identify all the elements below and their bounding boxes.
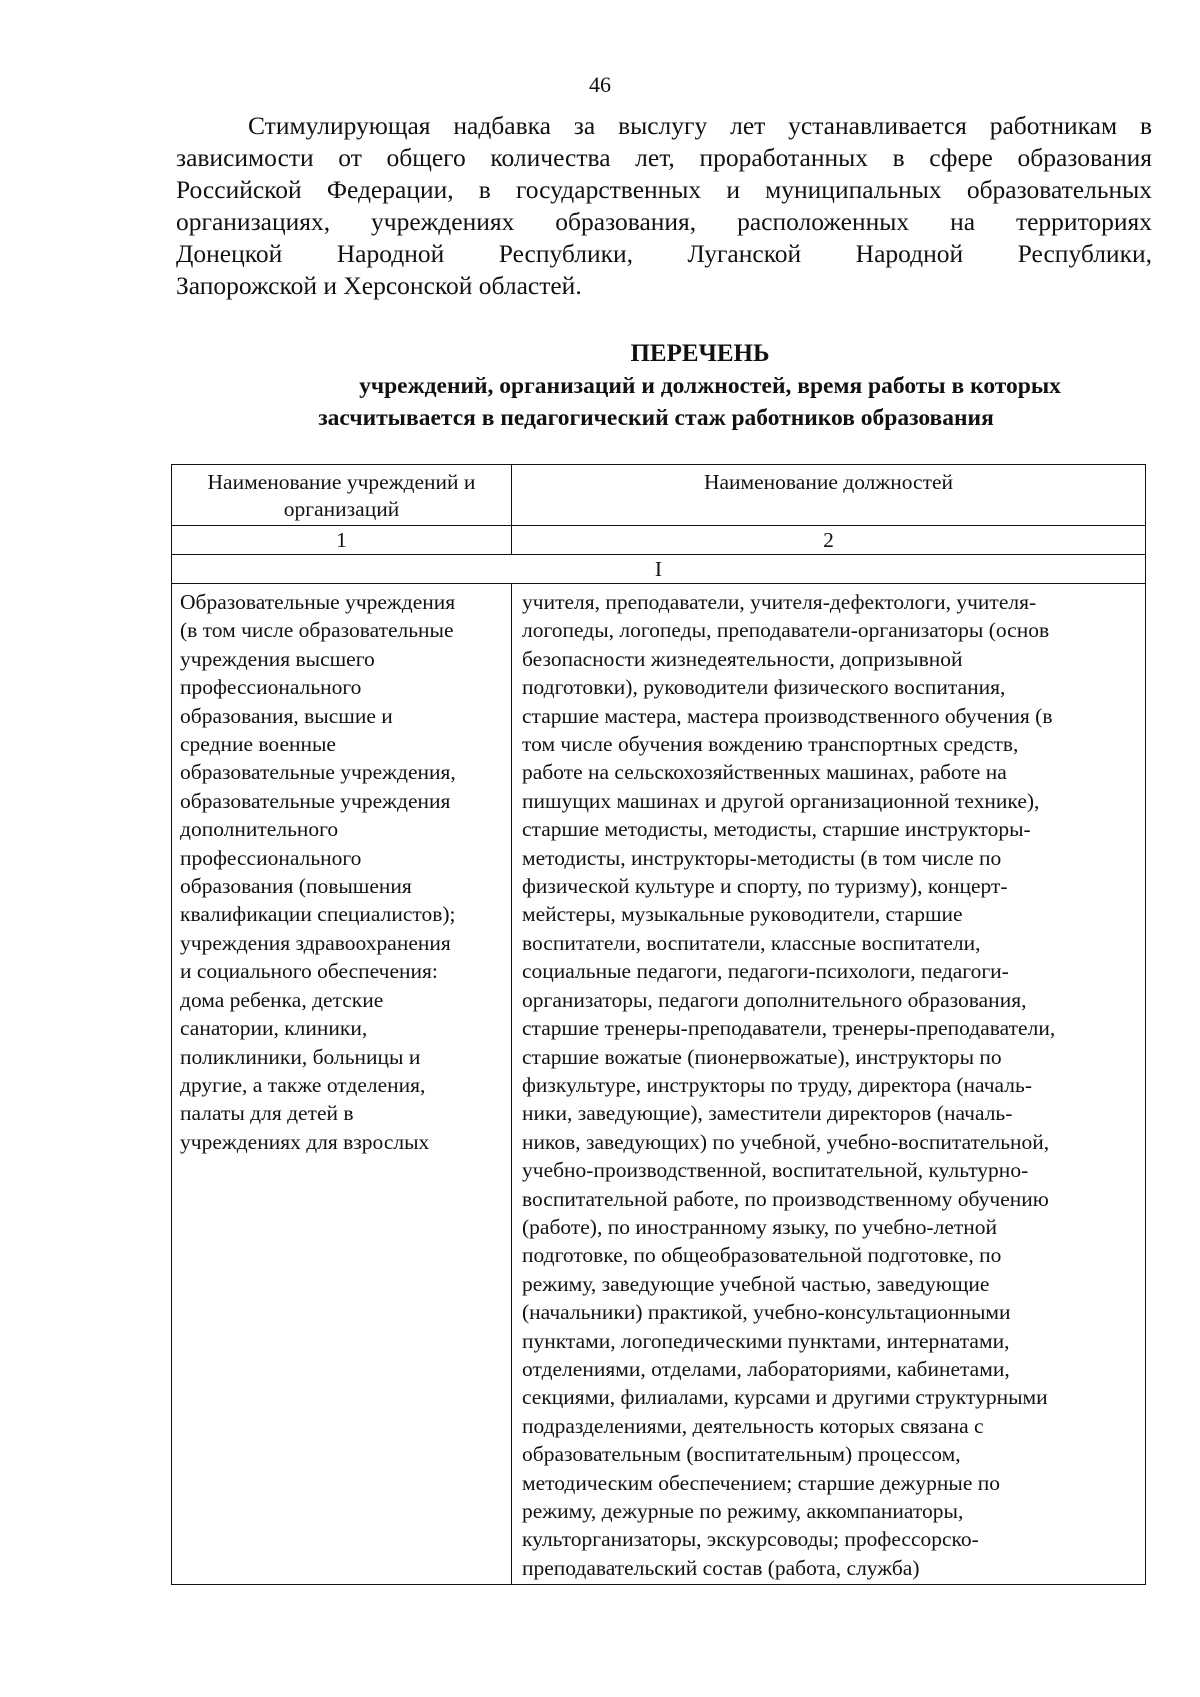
- cell-line: подготовки), руководители физического воспитания,: [522, 675, 1006, 700]
- cell-line: образования, высшие и: [180, 703, 393, 728]
- list-subtitle-line-1: учреждений, организаций и должностей, время работы в которых: [359, 373, 1061, 399]
- intro-line: Стимулирующая надбавка за выслугу лет устанавливается работникам в: [248, 111, 1152, 140]
- cell-line: средние военные: [180, 732, 336, 757]
- cell-line: логопеды, логопеды, преподаватели-организаторы (основ: [522, 618, 1050, 643]
- cell-line: образовательным (воспитательным) процессом,: [522, 1442, 961, 1467]
- cell-line: организаторы, педагоги дополнительного образования,: [522, 987, 1027, 1012]
- cell-line: учреждения высшего: [180, 646, 375, 671]
- intro-line: Донецкой Народной Республики, Луганской Народной Республики,: [176, 239, 1152, 268]
- cell-line: профессионального: [180, 845, 362, 870]
- cell-line: методическим обеспечением; старшие дежурные по: [522, 1470, 1001, 1495]
- cell-line: режиму, заведующие учебной частью, заведующие: [522, 1271, 990, 1296]
- list-title: ПЕРЕЧЕНЬ: [630, 340, 770, 367]
- cell-line: учреждениях для взрослых: [180, 1129, 430, 1154]
- cell-line: мейстеры, музыкальные руководители, старшие: [522, 902, 963, 927]
- cell-line: учителя, преподаватели, учителя-дефектологи, учителя-: [522, 590, 1037, 614]
- cell-line: безопасности жизнедеятельности, допризывной: [522, 646, 963, 671]
- table-header-row: [172, 465, 1146, 526]
- intro-line: Российской Федерации, в государственных и муниципальных образовательных: [176, 175, 1152, 204]
- cell-line: другие, а также отделения,: [180, 1072, 426, 1097]
- cell-line: преподавательский состав (работа, служба): [522, 1555, 920, 1580]
- cell-line: воспитательной работе, по производственному обучению: [522, 1186, 1049, 1211]
- cell-line: культорганизаторы, экскурсоводы; профессорско-: [522, 1527, 979, 1552]
- list-subtitle-line-2: засчитывается в педагогический стаж работников образования: [318, 405, 994, 431]
- cell-line: физкультуре, инструкторы по труду, директора (началь-: [522, 1072, 1032, 1097]
- cell-line: дома ребенка, детские: [180, 987, 384, 1012]
- column-number-row: [172, 526, 1146, 555]
- cell-line: ников, заведующих) по учебной, учебно-воспитательной,: [522, 1129, 1050, 1154]
- cell-line: методисты, инструкторы-методисты (в том числе по: [522, 845, 1002, 870]
- cell-line: отделениями, отделами, лабораториями, кабинетами,: [522, 1356, 1010, 1381]
- header-positions: Наименование должностей: [512, 465, 1146, 526]
- intro-line: организациях, учреждениях образования, расположенных на территориях: [176, 207, 1152, 236]
- cell-line: учреждения здравоохранения: [180, 930, 451, 955]
- cell-line: образования (повышения: [180, 874, 412, 899]
- cell-line: секциями, филиалами, курсами и другими структурными: [522, 1385, 1048, 1410]
- cell-line: Образовательные учреждения: [180, 590, 456, 614]
- cell-line: том числе обучения вождению транспортных средств,: [522, 732, 1019, 757]
- cell-line: образовательные учреждения,: [180, 760, 456, 785]
- column-number-1: 1: [172, 526, 512, 555]
- cell-line: пунктами, логопедическими пунктами, интернатами,: [522, 1328, 1010, 1353]
- cell-line: квалификации специалистов);: [180, 902, 456, 927]
- cell-line: старшие мастера, мастера производственного обучения (в: [522, 703, 1053, 728]
- cell-line: (работе), по иностранному языку, по учебно-летной: [522, 1214, 998, 1239]
- cell-line: дополнительного: [180, 817, 339, 842]
- page-number: 46: [589, 72, 611, 97]
- section-label: I: [172, 555, 1146, 584]
- cell-line: подготовке, по общеобразовательной подготовке, по: [522, 1243, 1002, 1268]
- cell-line: социальные педагоги, педагоги-психологи, педагоги-: [522, 959, 1009, 984]
- cell-line: поликлиники, больницы и: [180, 1044, 421, 1069]
- table-row: [172, 584, 1146, 1585]
- cell-line: ники, заведующие), заместители директоров (началь-: [522, 1101, 1013, 1126]
- cell-line: палаты для детей в: [180, 1101, 354, 1126]
- cell-line: (начальники) практикой, учебно-консультационными: [522, 1300, 1011, 1325]
- cell-line: воспитатели, воспитатели, классные воспитатели,: [522, 930, 981, 955]
- cell-line: и социального обеспечения:: [180, 959, 438, 984]
- cell-line: подразделениями, деятельность которых связана с: [522, 1413, 984, 1438]
- section-row: [172, 555, 1146, 584]
- positions-cell: [512, 584, 1146, 1585]
- cell-line: старшие вожатые (пионервожатые), инструкторы по: [522, 1044, 1002, 1069]
- cell-line: учебно-производственной, воспитательной, культурно-: [522, 1158, 1029, 1183]
- institutions-cell: [172, 584, 512, 1585]
- cell-line: работе на сельскохозяйственных машинах, работе на: [522, 760, 1007, 785]
- cell-line: старшие тренеры-преподаватели, тренеры-преподаватели,: [522, 1016, 1056, 1041]
- intro-line: Запорожской и Херсонской областей.: [176, 271, 582, 300]
- header-institutions: Наименование учреждений и организаций: [172, 465, 512, 526]
- column-number-2: 2: [512, 526, 1146, 555]
- cell-line: старшие методисты, методисты, старшие инструкторы-: [522, 817, 1031, 842]
- cell-line: режиму, дежурные по режиму, аккомпаниаторы,: [522, 1499, 964, 1523]
- cell-line: профессионального: [180, 675, 362, 700]
- cell-line: физической культуре и спорту, по туризму), концерт-: [522, 874, 1008, 899]
- intro-line: зависимости от общего количества лет, проработанных в сфере образования: [176, 143, 1152, 172]
- cell-line: образовательные учреждения: [180, 788, 451, 813]
- cell-line: санатории, клиники,: [180, 1016, 368, 1041]
- positions-table: [171, 464, 1146, 1585]
- cell-line: (в том числе образовательные: [180, 618, 454, 643]
- intro-paragraph: [176, 110, 1152, 302]
- cell-line: пишущих машинах и другой организационной технике),: [522, 788, 1040, 813]
